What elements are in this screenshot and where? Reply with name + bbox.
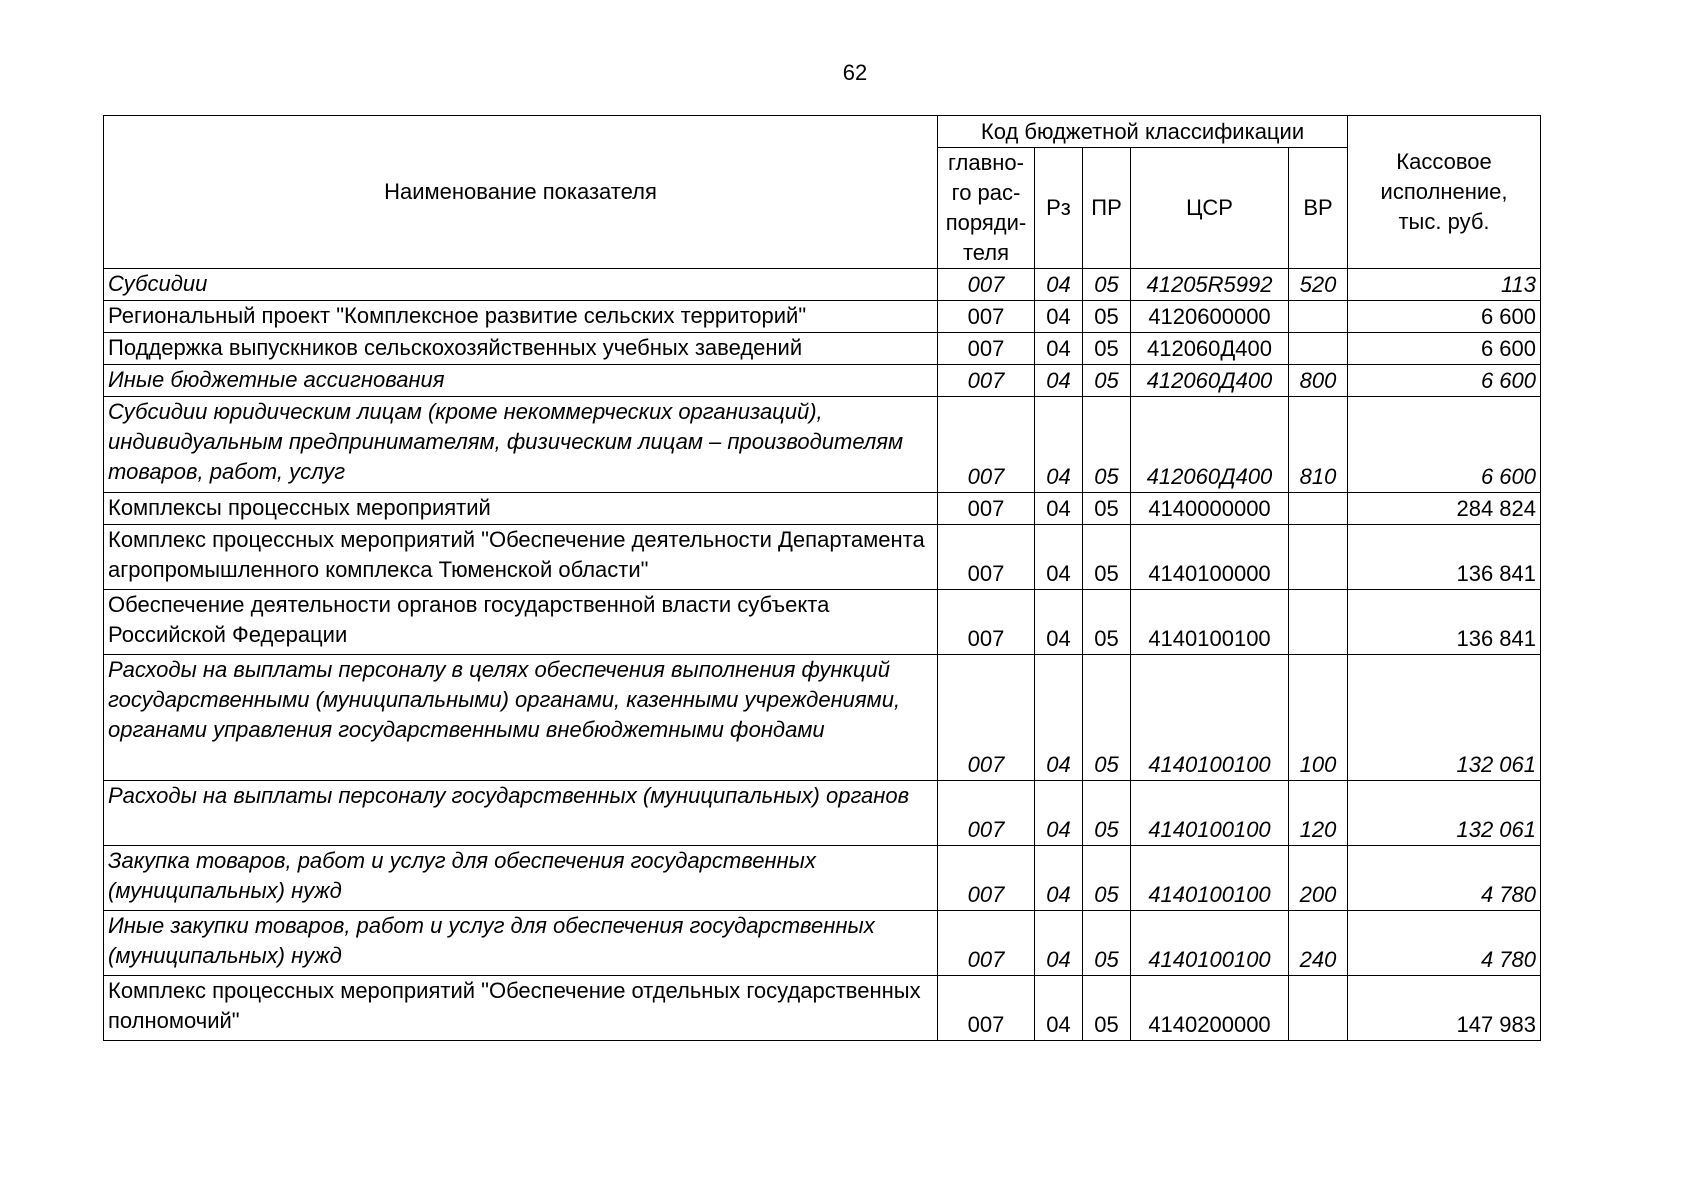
row-pr: 05 <box>1083 911 1131 976</box>
header-pr: ПР <box>1083 148 1131 269</box>
budget-execution-table <box>103 115 1541 1041</box>
row-main-administrator: 007 <box>938 846 1035 911</box>
table-row <box>104 590 1541 655</box>
row-amount: 4 780 <box>1348 846 1541 911</box>
row-rz: 04 <box>1035 590 1083 655</box>
row-amount: 6 600 <box>1348 397 1541 493</box>
row-pr: 05 <box>1083 333 1131 365</box>
table-header <box>104 116 1541 269</box>
row-rz: 04 <box>1035 655 1083 781</box>
row-rz: 04 <box>1035 911 1083 976</box>
row-name: Комплекс процессных мероприятий "Обеспечение деятельности Департамента агропромышленного комплекса Тюменской области" <box>104 525 938 590</box>
row-csr: 4140100100 <box>1131 911 1289 976</box>
row-name: Комплекс процессных мероприятий "Обеспечение отдельных государственных полномочий" <box>104 976 938 1041</box>
row-rz: 04 <box>1035 365 1083 397</box>
row-name: Расходы на выплаты персоналу государственных (муниципальных) органов <box>104 781 938 846</box>
row-name: Закупка товаров, работ и услуг для обеспечения государственных (муниципальных) нужд <box>104 846 938 911</box>
row-main-administrator: 007 <box>938 976 1035 1041</box>
row-csr: 41205R5992 <box>1131 269 1289 301</box>
row-amount: 6 600 <box>1348 301 1541 333</box>
row-vr <box>1289 301 1348 333</box>
row-csr: 412060Д400 <box>1131 365 1289 397</box>
row-main-administrator: 007 <box>938 525 1035 590</box>
row-amount: 284 824 <box>1348 493 1541 525</box>
row-vr: 240 <box>1289 911 1348 976</box>
row-csr: 4120600000 <box>1131 301 1289 333</box>
row-name: Расходы на выплаты персоналу в целях обеспечения выполнения функций государственными (муниципальными) органами, казенными учреждениями, органами управления государственными внебюджетными фондами <box>104 655 938 781</box>
table-row <box>104 365 1541 397</box>
row-name: Иные бюджетные ассигнования <box>104 365 938 397</box>
row-amount: 136 841 <box>1348 525 1541 590</box>
row-vr: 120 <box>1289 781 1348 846</box>
row-rz: 04 <box>1035 397 1083 493</box>
row-amount: 147 983 <box>1348 976 1541 1041</box>
row-name: Субсидии <box>104 269 938 301</box>
table-body <box>104 269 1541 1041</box>
row-amount: 132 061 <box>1348 781 1541 846</box>
row-name: Обеспечение деятельности органов государственной власти субъекта Российской Федерации <box>104 590 938 655</box>
row-name: Региональный проект "Комплексное развитие сельских территорий" <box>104 301 938 333</box>
row-amount: 6 600 <box>1348 365 1541 397</box>
row-rz: 04 <box>1035 333 1083 365</box>
row-rz: 04 <box>1035 269 1083 301</box>
row-pr: 05 <box>1083 269 1131 301</box>
row-csr: 4140100000 <box>1131 525 1289 590</box>
row-rz: 04 <box>1035 493 1083 525</box>
row-csr: 4140100100 <box>1131 655 1289 781</box>
row-vr <box>1289 976 1348 1041</box>
row-pr: 05 <box>1083 846 1131 911</box>
row-csr: 412060Д400 <box>1131 333 1289 365</box>
header-vr: ВР <box>1289 148 1348 269</box>
row-pr: 05 <box>1083 781 1131 846</box>
row-rz: 04 <box>1035 301 1083 333</box>
row-vr: 520 <box>1289 269 1348 301</box>
row-csr: 4140100100 <box>1131 846 1289 911</box>
table-row <box>104 493 1541 525</box>
row-main-administrator: 007 <box>938 397 1035 493</box>
row-main-administrator: 007 <box>938 269 1035 301</box>
row-main-administrator: 007 <box>938 655 1035 781</box>
header-rz: Рз <box>1035 148 1083 269</box>
row-pr: 05 <box>1083 525 1131 590</box>
table-row <box>104 333 1541 365</box>
row-name: Субсидии юридическим лицам (кроме некоммерческих организаций), индивидуальным предпринимателям, физическим лицам – производителям товаров, работ, услуг <box>104 397 938 493</box>
row-rz: 04 <box>1035 781 1083 846</box>
row-name: Комплексы процессных мероприятий <box>104 493 938 525</box>
table-row <box>104 911 1541 976</box>
row-main-administrator: 007 <box>938 301 1035 333</box>
row-vr <box>1289 493 1348 525</box>
row-rz: 04 <box>1035 525 1083 590</box>
row-main-administrator: 007 <box>938 365 1035 397</box>
table-row <box>104 397 1541 493</box>
row-vr: 810 <box>1289 397 1348 493</box>
row-amount: 6 600 <box>1348 333 1541 365</box>
row-main-administrator: 007 <box>938 590 1035 655</box>
row-amount: 136 841 <box>1348 590 1541 655</box>
table-row <box>104 301 1541 333</box>
row-pr: 05 <box>1083 365 1131 397</box>
row-csr: 4140200000 <box>1131 976 1289 1041</box>
table-row <box>104 655 1541 781</box>
row-main-administrator: 007 <box>938 781 1035 846</box>
row-csr: 412060Д400 <box>1131 397 1289 493</box>
header-amount: Кассовое исполнение, тыс. руб. <box>1348 116 1541 269</box>
row-pr: 05 <box>1083 301 1131 333</box>
header-csr: ЦСР <box>1131 148 1289 269</box>
table-row <box>104 269 1541 301</box>
row-pr: 05 <box>1083 655 1131 781</box>
row-rz: 04 <box>1035 976 1083 1041</box>
table-row <box>104 781 1541 846</box>
row-vr <box>1289 333 1348 365</box>
row-vr <box>1289 590 1348 655</box>
row-amount: 132 061 <box>1348 655 1541 781</box>
row-csr: 4140000000 <box>1131 493 1289 525</box>
header-code-group: Код бюджетной классификации <box>938 116 1348 148</box>
row-csr: 4140100100 <box>1131 781 1289 846</box>
row-main-administrator: 007 <box>938 911 1035 976</box>
row-name: Иные закупки товаров, работ и услуг для обеспечения государственных (муниципальных) нужд <box>104 911 938 976</box>
row-vr <box>1289 525 1348 590</box>
table-row <box>104 846 1541 911</box>
header-name: Наименование показателя <box>104 116 938 269</box>
row-name: Поддержка выпускников сельскохозяйственных учебных заведений <box>104 333 938 365</box>
table-row <box>104 976 1541 1041</box>
table-row <box>104 525 1541 590</box>
row-rz: 04 <box>1035 846 1083 911</box>
row-vr: 800 <box>1289 365 1348 397</box>
row-main-administrator: 007 <box>938 333 1035 365</box>
row-pr: 05 <box>1083 590 1131 655</box>
row-pr: 05 <box>1083 397 1131 493</box>
row-main-administrator: 007 <box>938 493 1035 525</box>
row-vr: 200 <box>1289 846 1348 911</box>
row-amount: 4 780 <box>1348 911 1541 976</box>
page-number: 62 <box>842 60 868 85</box>
header-main-administrator: главно-го рас-поряди-теля <box>938 148 1035 269</box>
row-pr: 05 <box>1083 493 1131 525</box>
row-vr: 100 <box>1289 655 1348 781</box>
row-amount: 113 <box>1348 269 1541 301</box>
row-csr: 4140100100 <box>1131 590 1289 655</box>
row-pr: 05 <box>1083 976 1131 1041</box>
